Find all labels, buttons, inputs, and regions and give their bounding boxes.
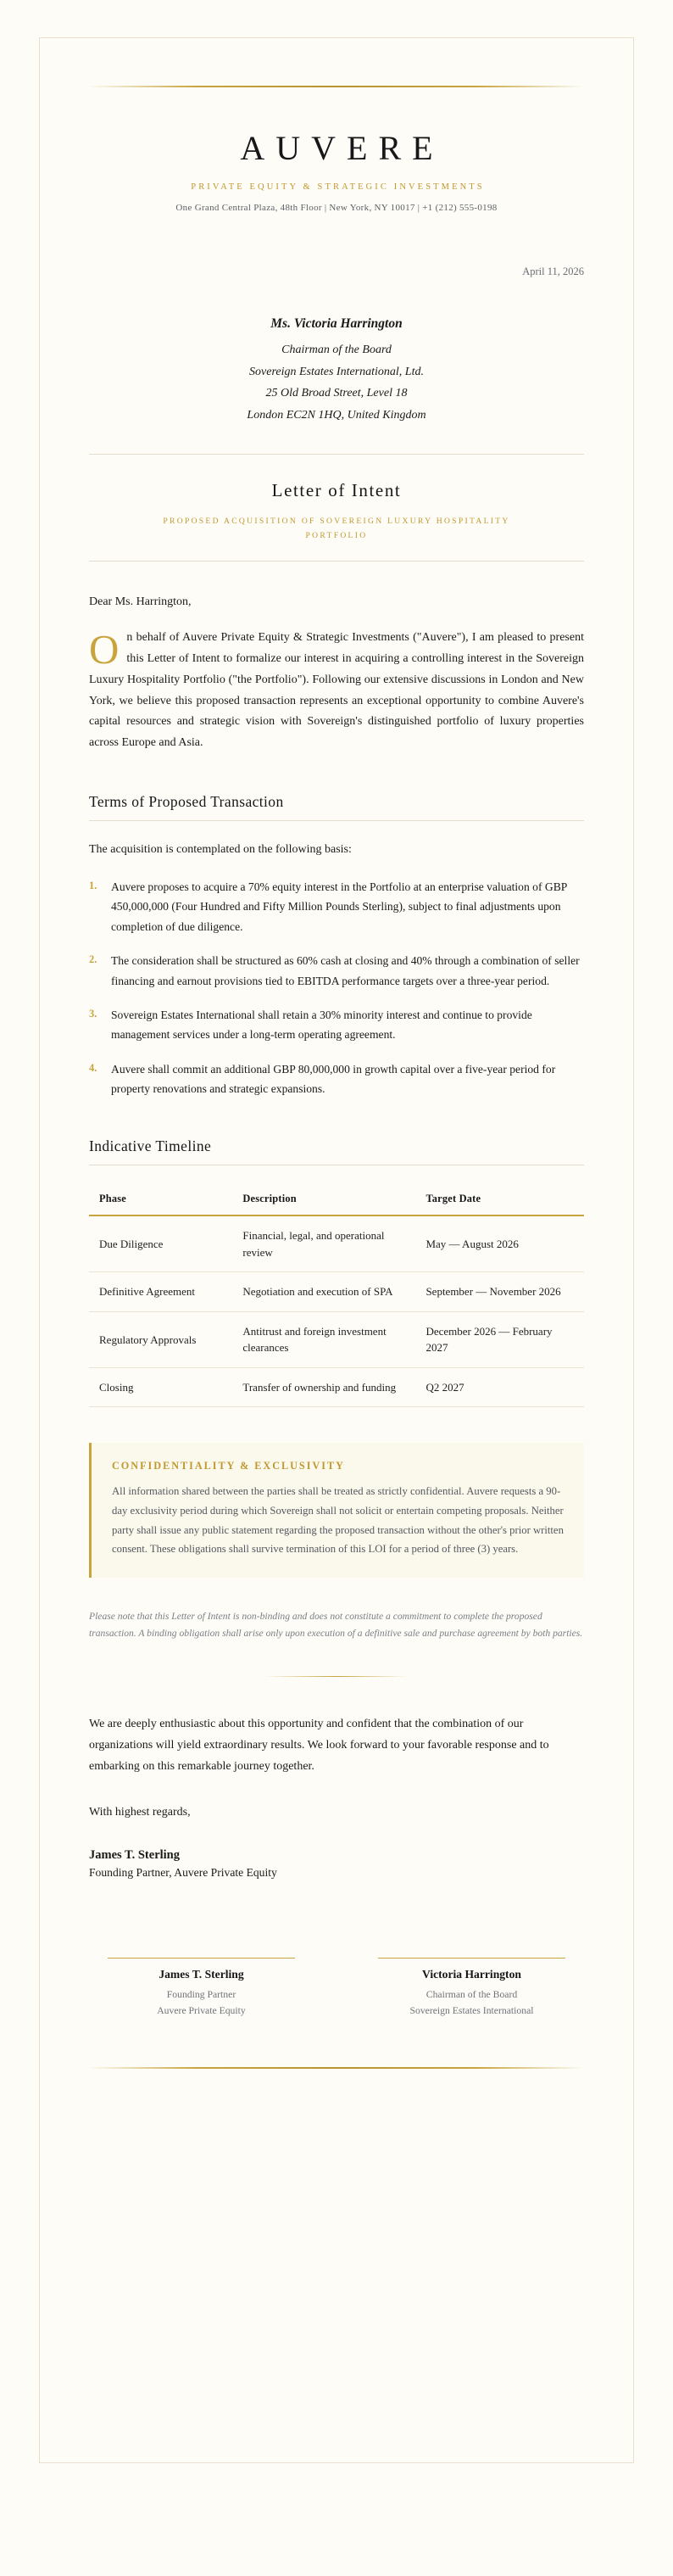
list-item: The consideration shall be structured as 60% cash at closing and 40% through a combination of seller financing and earnout provisions tied to EBITDA performance targets over a three-year period. [111, 954, 580, 987]
signer-role: Founding Partner, Auvere Private Equity [89, 1866, 277, 1880]
brand-name: AUVERE [240, 129, 444, 167]
document-page [39, 37, 634, 2463]
top-gold-rule [89, 86, 584, 87]
cell-description: Antitrust and foreign investment clearances [232, 1311, 415, 1367]
letter-date: April 11, 2026 [522, 265, 584, 277]
signature-organization: Auvere Private Equity [157, 2005, 246, 2017]
recipient-name: Ms. Victoria Harrington [270, 316, 403, 331]
callout-title: CONFIDENTIALITY & EXCLUSIVITY [112, 1460, 345, 1472]
cell-target-date: December 2026 — February 2027 [415, 1311, 584, 1367]
signature-details [89, 1987, 314, 2020]
cell-target-date: September — November 2026 [415, 1272, 584, 1312]
table-row [89, 1367, 584, 1407]
signature-block-sterling [89, 1958, 314, 2020]
cell-description: Negotiation and execution of SPA [232, 1272, 415, 1312]
legal-disclaimer: Please note that this Letter of Intent is non-binding and does not constitute a commitment to complete the proposed transaction. A binding obligation shall arise only upon execution of a definitive sale and purchase agreement by both parties. [89, 1610, 583, 1639]
list-item: Auvere shall commit an additional GBP 80,000,000 in growth capital over a five-year period for property renovations and strategic expansions. [111, 1062, 556, 1096]
signature-row [89, 1958, 584, 2020]
divider-below-title [89, 561, 584, 562]
cell-description: Financial, legal, and operational review [232, 1215, 415, 1272]
recipient-city: London EC2N 1HQ, United Kingdom [247, 409, 426, 422]
list-item: Auvere proposes to acquire a 70% equity interest in the Portfolio at an enterprise valuation of GBP 450,000,000 (Four Hundred and Fifty Million Pounds Sterling), subject to final adjustments upon completion of due diligence. [111, 880, 567, 933]
callout-body: All information shared between the parties shall be treated as strictly confidential. Auvere requests a 90-day exclusivity period during which Sovereign shall not solicit or entertain competing proposals. Neither party shall issue any public statement regarding the proposed transaction without the other's prior written consent. These obligations shall survive termination of this LOI for a period of three (3) years. [112, 1485, 564, 1556]
signature-block-harrington [359, 1958, 584, 2020]
signature-role: Chairman of the Board [425, 1989, 518, 2001]
recipient-block [89, 312, 584, 427]
signature-line [108, 1958, 295, 1959]
salutation: Dear Ms. Harrington, [89, 595, 192, 608]
table-header-row [89, 1184, 584, 1215]
bottom-gold-rule [89, 2067, 584, 2069]
column-header-target-date: Target Date [415, 1184, 584, 1215]
letterhead [89, 86, 584, 213]
cell-phase: Due Diligence [89, 1215, 232, 1272]
document-title: Letter of Intent [271, 480, 402, 501]
section-heading-timeline: Indicative Timeline [89, 1137, 212, 1155]
signature-name: Victoria Harrington [422, 1968, 521, 1981]
timeline-table [89, 1184, 584, 1407]
brand-address: One Grand Central Plaza, 48th Floor | New York, NY 10017 | +1 (212) 555-0198 [175, 203, 498, 213]
divider-above-title [89, 454, 584, 455]
signature-role: Founding Partner [166, 1989, 236, 2001]
section-heading-terms: Terms of Proposed Transaction [89, 793, 284, 811]
table-row [89, 1215, 584, 1272]
signature-name: James T. Sterling [159, 1968, 244, 1981]
cell-target-date: May — August 2026 [415, 1215, 584, 1272]
recipient-company: Sovereign Estates International, Ltd. [249, 365, 424, 378]
column-header-phase: Phase [89, 1184, 232, 1215]
cell-phase: Definitive Agreement [89, 1272, 232, 1312]
brand-tagline: PRIVATE EQUITY & STRATEGIC INVESTMENTS [191, 182, 485, 192]
closing-paragraph: We are deeply enthusiastic about this opportunity and confident that the combination of our organizations will yield extraordinary results. We look forward to your favorable response and to embarking on this remarkable journey together. [89, 1717, 549, 1773]
signature-organization: Sovereign Estates International [409, 2005, 534, 2017]
confidentiality-callout [89, 1443, 584, 1577]
cell-target-date: Q2 2027 [415, 1367, 584, 1407]
lead-paragraph: On behalf of Auvere Private Equity & Strategic Investments ("Auvere"), I am pleased to present this Letter of Intent to formalize our interest in acquiring a controlling interest in the Sovereign Luxury Hospitality Portfolio ("the Portfolio"). Following our extensive discussions in London and New York, we believe this proposed transaction represents an exceptional opportunity to combine Auvere's capital resources and strategic vision with Sovereign's distinguished portfolio of luxury properties across Europe and Asia. [89, 625, 584, 750]
signature-details [359, 1987, 584, 2020]
ornament-divider [264, 1676, 409, 1677]
closing-regards: With highest regards, [89, 1806, 191, 1819]
recipient-street: 25 Old Broad Street, Level 18 [265, 387, 408, 400]
cell-phase: Closing [89, 1367, 232, 1407]
section-rule-terms [89, 820, 584, 821]
terms-intro: The acquisition is contemplated on the following basis: [89, 843, 352, 857]
column-header-description: Description [232, 1184, 415, 1215]
recipient-title: Chairman of the Board [281, 343, 392, 356]
cell-phase: Regulatory Approvals [89, 1311, 232, 1367]
table-row [89, 1272, 584, 1312]
document-subtitle: PROPOSED ACQUISITION OF SOVEREIGN LUXURY HOSPITALITY PORTFOLIO [163, 517, 510, 541]
signature-line [378, 1958, 565, 1959]
table-row [89, 1311, 584, 1367]
list-item: Sovereign Estates International shall retain a 30% minority interest and continue to provide management services under a long-term operating agreement. [111, 1008, 532, 1042]
terms-list [89, 877, 584, 1098]
signer-name: James T. Sterling [89, 1848, 181, 1863]
cell-description: Transfer of ownership and funding [232, 1367, 415, 1407]
